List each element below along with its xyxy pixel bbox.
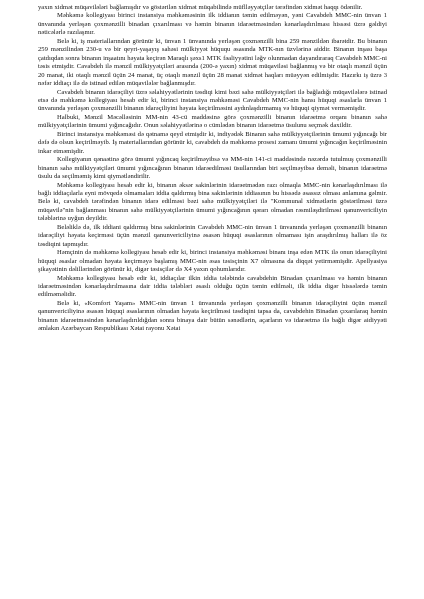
paragraph: Halbuki, Mənzil Məcəlləsinin MM-nin 43-cü maddəsinə görə çoxmənzilli binanın idarəetmə orqanı binanın sahə mülkiyyətçilərinin ümumi yığıncağıdır. Onun səlahiyyətlərinə o cümlədən binanın idarəetmə üsulunu seçmək daxildir. <box>38 113 387 130</box>
paragraph: Məhkəmə kollegiyası hesab edir ki, binanın əksər sakinlərinin idarəetmədən razı olmaqla MMC-nin kənarlaşdırılması ilə bağlı iddiaçılarla eyni mövqedə olmamaları iddia qaldırmış bina sakinlərinin iddiasının bu hissədə əsassız olması anlamına gəlmir. Belə ki, cavabdeh tərəfindən binanın idarə edilməsi bəzi sahə mülkiyyətçiləri ilə "Kommunal xidmətlərin göstərilməsi üzrə müqavilə"nin bağlanması binanın sahə mülkiyyətçilərinin ümumi yığıncağının qərarı olmadan rəsmiləşdirilməsi qanunvericiliyin tələblərinə uyğun deyildir. <box>38 181 387 223</box>
paragraph: Həmçinin də məhkəmə kollegiyası hesab edir ki, birinci instansiya məhkəməsi binanı inşa edən MTK ilə onun idarəçiliyini hüquqi əsaslar olmadan həyata keçirməyə başlamış MMC-nin əsas təsisçinin X7 olmasına da diqqət yetirməmişdir. Apellyasiya şikayətinin dəlillərindən görünür ki, digər təsisçilər də X4 yaxın qohumlarıdır. <box>38 249 387 274</box>
paragraph: Belə ki, iş materiallarından görünür ki, ünvan 1 ünvanında yerləşən çoxmənzilli bina 259 mənzildən ibarətdir. Bu binanın 259 mənzilindən 230-u və bir qeyri-yaşayış sahəsi mülkiyyət hüququ əsasında MTK-nın üzvlərinə aiddir. Binanın inşası başa çatdıqdan sonra binanın inşaatını həyata keçirən Maraqlı şəxs1 MTK fəaliyyətini ləğv olunmadan dayandıraraq Cavabdeh MMC-ni təsis etmişdir. Cavabdeh ilə mənzil mülkiyyətçiləri arasında (200-ə yaxın) xidmət müqaviləsi bağlanmış və bir otaqlı mənzil üçün 20 manat, iki otaqlı mənzil üçün 24 manat, üç otaqlı mənzil üçün 28 manat xidmət haqları müəyyən edilmişdir. Hazırkı iş üzrə 3 nəfər iddiaçı ilə də istinad edilən müqavilələr bağlanmışdır. <box>38 37 387 88</box>
paragraph: Məhkəmə kollegiyası birinci instansiya məhkəməsinin ilk iddianın təmin edilməyən, yəni Cavabdeh MMC-nin ünvan 1 ünvanında yerləşən çoxmənzilli binadan çıxarılması və həmin binanın idarəetməsindən kənarlaşdırılması hissəsi üzrə gəldiyi nəticələrlə razılaşmır. <box>38 12 387 37</box>
paragraph: Kollegiyanın qənaətinə görə ümumi yığıncaq keçirilməyibsə və MM-nin 141-ci maddəsində nəzərdə tutulmuş çoxmənzilli binanın sahə mülkiyyətçiləri ümumi yığıncağının binanın idarəedilməsi üsullarından biri seçilməyibsə deməli, binanın idarəetmə üsulu da seçilməmiş kimi qiymətləndirilir. <box>38 156 387 181</box>
paragraph: Beləliklə də, ilk iddiani qaldırmış bina sakinlərinin Cavabdeh MMC-nin ünvan 1 ünvanında yerləşən çoxmənzilli binanın idarəçiliyi həyata keçirməsi üçün mənzil qanunvericiliyinə əsasən hüquqi əsaslarının olmaması işin araşdırılmış halları ilə öz təsdiqini tapmışdır. <box>38 223 387 248</box>
paragraph: Belə ki, «Komfort Yaşam» MMC-nin ünvan 1 ünvanında yerləşən çoxmənzilli binanın idarəçiliyini üçün mənzil qanunvericiliyinə əsasən hüquqi əsaslarının olmadan həyata keçirilməsi təsdiqini tapsa da, cavabdehin Binadan çıxarılaraq həmin binanın idarəetməsindən kənarlaşdırıldığdan sonra binaya dair bütün sənədlərin, açarların və idarəetmə ilə bağlı digər aidiyyəti əmlakın Azərbaycan Respublikası Xətai rayonu Xətai <box>38 299 387 333</box>
paragraph-continued: yaxın xidmət müqavilələri bağlamışdır və göstərilən xidmət müqabilində müflləyyətçilər tərəfindən xidmət haqqı ödənilir. <box>38 4 363 11</box>
paragraph: Cavabdeh binanın idarəçiliyi üzrə səlahiyyətlərinin təsdiqi kimi bəzi sahə mülkiyyətçiləri ilə bağladığı müqavilələrə istinad etsə də məhkəmə kollegiyası hesab edir ki, birinci instansiya məhkəməsi Cavabdeh MMC-nin hansı hüquqi əsaslarla ünvan 1 ünvanında yerləşən çoxmənzilli binanın idarəçiliyini həyata keçirilməsini aydınlaşdırmamış və hüquqi qiymət verməmişdir. <box>38 88 387 113</box>
paragraph: Məhkəmə kollegiyası hesab edir ki, iddiaçılar ilkin iddia tələbində cavabdehin Binadan çıxarılması və həmin binanın idarəetməsindən kənarlaşdırılmasına dair iddia tələbləri əsaslı olduğu üçün təmin edilməli, ilk iddia digər hissələrdə təmin edilməməlidir. <box>38 274 387 299</box>
paragraph: Birinci instansiya məhkəməsi də qətnamə qeyd etmişdir ki, indiyədək Binanın sahə mülkiyyətçilərinin ümumi yığıncağı bir dəfə də olsun keçirilməyib. İş materiallarından görünür ki, cavabdeh də məhkəmə prosesi zamanı ümumi yığıncağın keçirilməsinin inkar etməmişdir. <box>38 130 387 155</box>
